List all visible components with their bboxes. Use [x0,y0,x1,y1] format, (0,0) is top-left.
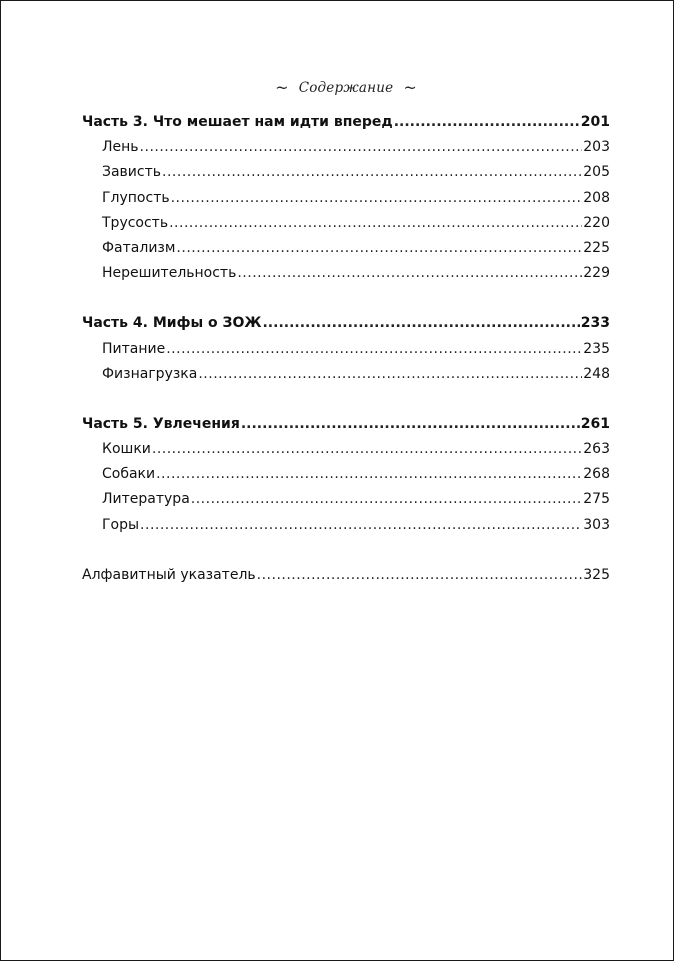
dot-leader [241,412,580,437]
toc-entry[interactable] [82,362,610,387]
toc-part-label: Часть 3. Что мешает нам идти вперед [82,114,393,130]
dot-leader [140,135,583,160]
toc-part-heading[interactable] [82,311,610,336]
toc-entry-label: Литература [102,491,190,508]
toc-entry[interactable] [82,135,610,160]
toc-entry[interactable] [82,236,610,261]
toc-entry-label: Физнагрузка [102,365,198,382]
toc-entry[interactable] [82,211,610,236]
toc-entry[interactable] [82,513,610,538]
running-head-title: Содержание [298,80,394,96]
dot-leader [257,563,583,588]
toc-entry-label: Зависть [102,164,162,181]
toc-page-number: 303 [583,516,610,533]
toc-entry-label: Собаки [102,466,156,483]
toc-page-number: 235 [583,340,610,357]
toc-entry[interactable] [82,186,610,211]
toc-page-number: 208 [583,189,610,206]
dot-leader [152,437,582,462]
dot-leader [171,186,583,211]
dot-leader [198,362,582,387]
dot-leader [176,236,582,261]
toc-part-label: Часть 4. Мифы о ЗОЖ [82,315,262,332]
toc-page-number: 220 [583,214,610,231]
tilde-ornament-right: ~ [403,78,417,97]
toc-section-part-3 [82,110,610,286]
running-head [1,77,674,96]
dot-leader [140,513,582,538]
dot-leader [237,261,582,286]
toc-page-number: 233 [580,315,610,332]
toc-entry-label: Питание [102,340,166,357]
toc-page-number: 248 [583,365,610,382]
dot-leader [162,160,582,185]
toc-section-part-4 [82,311,610,387]
tilde-ornament-left: ~ [275,78,289,97]
toc-entry-label: Нерешительность [102,265,237,282]
toc-entry-label: Кошки [102,441,151,458]
toc-section-part-5 [82,412,610,538]
toc-page-number: 225 [583,239,610,256]
toc-page-number: 325 [583,566,610,583]
toc-entry-label: Горы [102,516,140,533]
toc-entry[interactable] [82,437,610,462]
toc-part-heading[interactable] [82,412,610,437]
toc-page-number: 275 [583,491,610,508]
toc-entry-label: Алфавитный указатель [82,566,256,583]
toc-section-index [82,563,610,588]
toc-entry-label: Фатализм [102,239,176,256]
dot-leader [191,487,582,512]
table-of-contents [82,110,610,613]
toc-entry-label: Трусость [102,214,169,231]
toc-page-number: 203 [583,139,610,156]
toc-page-number: 263 [583,441,610,458]
toc-page-number: 229 [583,265,610,282]
dot-leader [262,311,579,336]
dot-leader [394,110,580,135]
toc-index-entry[interactable] [82,563,610,588]
toc-entry[interactable] [82,487,610,512]
toc-page-number: 261 [580,415,610,432]
dot-leader [166,337,582,362]
toc-entry-label: Лень [102,139,139,156]
toc-entry-label: Глупость [102,189,170,206]
toc-part-heading[interactable] [82,110,610,135]
toc-entry[interactable] [82,160,610,185]
toc-entry[interactable] [82,462,610,487]
toc-entry[interactable] [82,261,610,286]
dot-leader [169,211,582,236]
toc-entry[interactable] [82,337,610,362]
toc-page-number: 205 [583,164,610,181]
toc-page-number: 268 [583,466,610,483]
toc-part-label: Часть 5. Увлечения [82,415,240,432]
dot-leader [156,462,582,487]
toc-page-number: 201 [580,114,610,130]
